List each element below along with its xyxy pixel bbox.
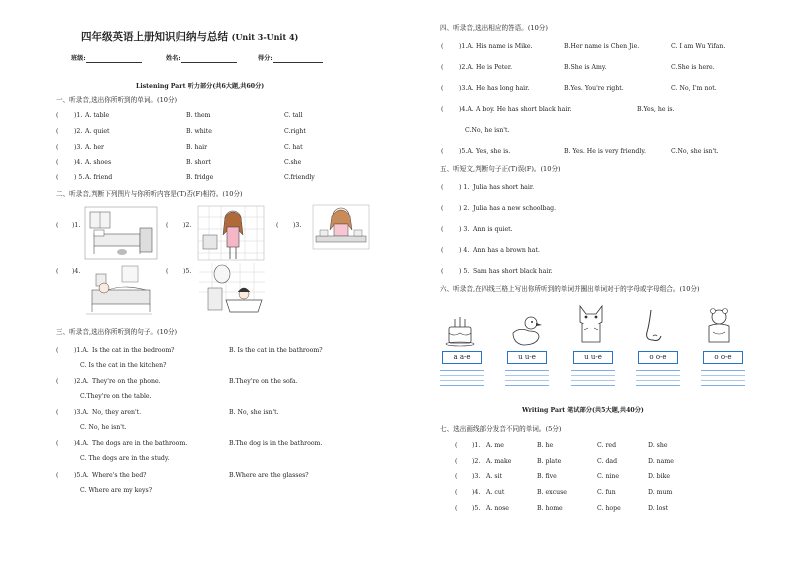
s4-option-c: C. I am Wu Yifan. — [671, 43, 726, 50]
s5-statement: Julia has a new schoolbag. — [473, 205, 557, 212]
s3-option-b: B. Is the cat in the bathroom? — [229, 347, 323, 354]
s4-option-b: B.Yes, he is. — [637, 106, 675, 113]
s1-option-c: C. tall — [284, 112, 303, 119]
s4-option-b: B.Her name is Chen Jie. — [564, 43, 640, 50]
name-label: 姓名: — [166, 55, 181, 62]
handwriting-lines[interactable] — [571, 370, 615, 386]
picture-girl-desk — [312, 204, 370, 250]
s4-item-answer-paren[interactable]: ( — [441, 148, 444, 155]
s3-item-answer-paren[interactable]: ( — [56, 378, 59, 385]
picture-bathroom — [198, 262, 266, 316]
s7-item-answer-paren[interactable]: ( — [455, 505, 458, 512]
s3-item-number: )1.A. — [74, 347, 89, 354]
s3-option-c: C. The dogs are in the study. — [80, 455, 170, 462]
s1-item-number: )4. — [74, 159, 83, 166]
s4-item-answer-paren[interactable]: ( — [441, 64, 444, 71]
s1-item-answer-paren[interactable]: ( — [56, 112, 59, 119]
s1-option-c: C.friendly — [284, 174, 315, 181]
worksheet-title — [81, 29, 298, 44]
s2-item-number: )1. — [72, 222, 81, 229]
s3-option-a: Where's the bed? — [92, 472, 147, 479]
s7-option-c: C. fun — [597, 489, 616, 496]
s7-option-d: D. bike — [648, 473, 671, 480]
s2-item-number: )4. — [72, 268, 81, 275]
picture-bear — [703, 306, 735, 346]
s7-option-b: B. five — [537, 473, 557, 480]
s7-item-answer-paren[interactable]: ( — [455, 458, 458, 465]
s4-option-a: His name is Mike. — [476, 43, 533, 50]
s2-item-answer-paren[interactable]: ( — [166, 222, 169, 229]
picture-nose — [643, 308, 665, 346]
s2-item-answer-paren[interactable]: ( — [276, 222, 279, 229]
s7-option-d: D. mum — [648, 489, 673, 496]
s4-option-a: A boy. He has short black hair. — [476, 106, 572, 113]
s4-item-number: )1.A. — [459, 43, 474, 50]
s5-item-answer-paren[interactable]: ( — [441, 268, 444, 275]
s1-item-answer-paren[interactable]: ( — [56, 144, 59, 151]
s7-item-number: )3. — [472, 473, 481, 480]
letter-choice-box[interactable]: u u-e — [507, 351, 547, 364]
s5-item-answer-paren[interactable]: ( — [441, 184, 444, 191]
s1-option-b: B. fridge — [186, 174, 214, 181]
picture-cat — [574, 302, 608, 346]
s3-option-c: C. No, he isn't. — [80, 424, 127, 431]
s3-item-answer-paren[interactable]: ( — [56, 347, 59, 354]
s2-item-number: )3. — [293, 222, 302, 229]
s3-option-c: C.They're on the table. — [80, 393, 152, 400]
s5-item-answer-paren[interactable]: ( — [441, 247, 444, 254]
s3-item-number: )2.A. — [74, 378, 89, 385]
s2-item-answer-paren[interactable]: ( — [56, 222, 59, 229]
s1-option-b: B. them — [186, 112, 211, 119]
handwriting-lines[interactable] — [701, 370, 745, 386]
s1-option-a: A. quiet — [85, 128, 110, 135]
handwriting-lines[interactable] — [636, 370, 680, 386]
s5-item-number: ) 4. — [459, 247, 470, 254]
s7-option-a: A. sit — [486, 473, 503, 480]
letter-choice-box[interactable]: u u-e — [573, 351, 613, 364]
s2-item-number: )5. — [183, 268, 192, 275]
letter-choice-box[interactable]: a a-e — [442, 351, 482, 364]
s4-item-answer-paren[interactable]: ( — [441, 106, 444, 113]
s7-item-number: )4. — [472, 489, 481, 496]
section-7-title: 七、选出画线部分发音不同的单词。(5分) — [440, 425, 562, 433]
s2-item-answer-paren[interactable]: ( — [56, 268, 59, 275]
picture-duck — [509, 313, 545, 347]
s4-item-number: )3.A. — [459, 85, 474, 92]
s3-item-answer-paren[interactable]: ( — [56, 409, 59, 416]
s5-item-number: ) 2. — [459, 205, 470, 212]
s5-item-answer-paren[interactable]: ( — [441, 205, 444, 212]
s7-option-b: B. home — [537, 505, 563, 512]
s1-item-answer-paren[interactable]: ( — [56, 174, 59, 181]
picture-cake — [443, 313, 477, 347]
s4-option-a: Yes, she is. — [476, 148, 511, 155]
s7-item-number: )1. — [472, 442, 481, 449]
s7-option-d: D. lost — [648, 505, 669, 512]
section-3-title: 三、听录音,选出你所听到的句子。(10分) — [56, 328, 178, 336]
s1-option-a: A. shoes — [85, 159, 112, 166]
s1-item-number: ) 5. — [74, 174, 85, 181]
s5-statement: Julia has short hair. — [473, 184, 535, 191]
s1-item-number: )2. — [74, 128, 83, 135]
s5-item-number: ) 5. — [459, 268, 470, 275]
s7-option-c: C. dad — [597, 458, 618, 465]
class-blank[interactable] — [86, 55, 142, 63]
s3-item-number: )4.A. — [74, 440, 89, 447]
name-blank[interactable] — [181, 55, 237, 63]
s7-item-number: )2. — [472, 458, 481, 465]
s1-option-c: C. hat — [284, 144, 303, 151]
score-field[interactable] — [258, 55, 323, 63]
section-1-title: 一、听录音,选出你所听到的单词。(10分) — [56, 96, 178, 104]
s4-item-number: )4.A. — [459, 106, 474, 113]
score-blank[interactable] — [273, 55, 323, 63]
section-2-title: 二、听录音,判断下列图片与你所听内容是(T)否(F)相符。(10分) — [56, 190, 243, 198]
picture-boy-bed — [84, 262, 154, 316]
s7-option-c: C. hope — [597, 505, 621, 512]
name-field[interactable] — [166, 55, 237, 63]
s4-item-number: )2.A. — [459, 64, 474, 71]
s1-item-answer-paren[interactable]: ( — [56, 128, 59, 135]
section-5-title: 五、听短文,判断句子正(T)误(F)。(10分) — [440, 165, 561, 173]
s7-item-answer-paren[interactable]: ( — [455, 442, 458, 449]
picture-girl-sofa — [197, 205, 265, 261]
s1-option-b: B. hair — [186, 144, 208, 151]
s7-option-b: B. plate — [537, 458, 562, 465]
s3-option-a: The dogs are in the bathroom. — [92, 440, 188, 447]
s7-option-c: C. nine — [597, 473, 620, 480]
s7-option-d: D. she — [648, 442, 668, 449]
s1-option-c: C.she — [284, 159, 302, 166]
s7-option-a: A. me — [486, 442, 504, 449]
class-label: 班级: — [71, 55, 86, 62]
s3-option-b: B. No, she isn't. — [229, 409, 279, 416]
title-text: 四年级英语上册知识归纳与总结 — [81, 31, 228, 43]
s5-item-number: ) 1. — [459, 184, 470, 191]
s7-option-a: A. nose — [486, 505, 509, 512]
letter-choice-box[interactable]: o o-e — [638, 351, 678, 364]
s1-item-answer-paren[interactable]: ( — [56, 159, 59, 166]
writing-heading: Writing Part 笔试部分(共5大题,共40分) — [522, 407, 644, 414]
s2-item-number: )2. — [183, 222, 192, 229]
s3-option-a: Is the cat in the bedroom? — [92, 347, 175, 354]
s1-option-b: B. white — [186, 128, 212, 135]
s4-option-c: C.No, she isn't. — [671, 148, 719, 155]
s7-option-d: D. name — [648, 458, 674, 465]
class-field[interactable] — [71, 55, 142, 63]
s4-option-b: B. Yes. He is very friendly. — [564, 148, 646, 155]
s3-item-number: )5.A. — [74, 472, 89, 479]
s3-option-a: No, they aren't. — [92, 409, 142, 416]
s4-option-b: B.Yes. You're right. — [564, 85, 624, 92]
score-label: 得分: — [258, 55, 273, 62]
s1-option-a: A. friend — [85, 174, 113, 181]
s7-item-number: )5. — [472, 505, 481, 512]
s4-option-a: He is Peter. — [476, 64, 513, 71]
s5-statement: Sam has short black hair. — [473, 268, 553, 275]
handwriting-lines[interactable] — [505, 370, 549, 386]
letter-choice-box[interactable]: o o-e — [703, 351, 743, 364]
s7-option-a: A. make — [486, 458, 512, 465]
s7-option-c: C. red — [597, 442, 617, 449]
s7-option-a: A. cut — [486, 489, 505, 496]
s4-option-c: C.No, he isn't. — [465, 127, 510, 134]
s5-statement: Ann has a brown hat. — [473, 247, 540, 254]
s7-option-b: B. he — [537, 442, 554, 449]
section-4-title: 四、听录音,选出相应的答语。(10分) — [440, 24, 548, 32]
s4-option-c: C.She is here. — [671, 64, 715, 71]
s7-item-answer-paren[interactable]: ( — [455, 489, 458, 496]
s4-option-c: C. No, I'm not. — [671, 85, 717, 92]
s4-item-answer-paren[interactable]: ( — [441, 43, 444, 50]
s5-item-answer-paren[interactable]: ( — [441, 226, 444, 233]
s5-item-number: ) 3. — [459, 226, 470, 233]
s1-option-c: C.right — [284, 128, 306, 135]
s1-option-a: A. table — [85, 112, 110, 119]
s3-option-c: C. Is the cat in the kitchen? — [80, 362, 167, 369]
s7-option-b: B. excuse — [537, 489, 567, 496]
s3-option-a: They're on the phone. — [92, 378, 161, 385]
s4-option-b: B.She is Amy. — [564, 64, 607, 71]
s3-option-b: B.The dog is in the bathroom. — [229, 440, 323, 447]
picture-bedroom-cat — [84, 206, 158, 260]
s3-item-number: )3.A. — [74, 409, 89, 416]
s1-item-number: )1. — [74, 112, 83, 119]
s3-option-b: B.They're on the sofa. — [229, 378, 298, 385]
s3-option-b: B.Where are the glasses? — [229, 472, 309, 479]
s3-option-c: C. Where are my keys? — [80, 487, 153, 494]
s1-option-a: A. her — [85, 144, 105, 151]
s4-item-answer-paren[interactable]: ( — [441, 85, 444, 92]
s3-item-answer-paren[interactable]: ( — [56, 440, 59, 447]
section-6-title: 六、听录音,在四线三格上写出你所听到的单词并圈出单词对于的字母或字母组合。(10分) — [440, 285, 700, 293]
s3-item-answer-paren[interactable]: ( — [56, 472, 59, 479]
s7-item-answer-paren[interactable]: ( — [455, 473, 458, 480]
s5-statement: Ann is quiet. — [473, 226, 513, 233]
handwriting-lines[interactable] — [440, 370, 484, 386]
listening-heading: Listening Part 听力部分(共6大题,共60分) — [136, 83, 265, 90]
s2-item-answer-paren[interactable]: ( — [166, 268, 169, 275]
s1-item-number: )3. — [74, 144, 83, 151]
unit-range: (Unit 3-Unit 4) — [231, 32, 299, 42]
s4-option-a: He has long hair. — [476, 85, 530, 92]
s1-option-b: B. short — [186, 159, 211, 166]
s4-item-number: )5.A. — [459, 148, 474, 155]
